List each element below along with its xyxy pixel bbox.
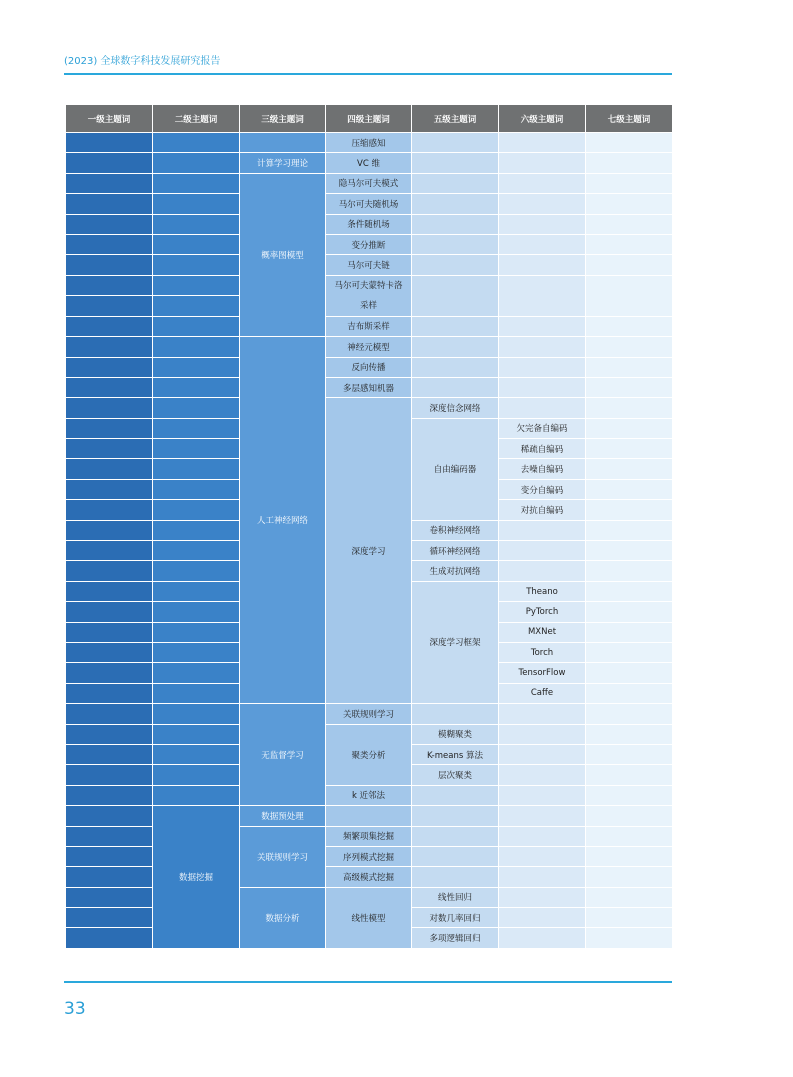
level2-cell	[153, 744, 240, 764]
level5-cell	[412, 806, 499, 826]
level1-cell	[66, 704, 153, 724]
table-row	[66, 153, 673, 173]
level3-cell: 关联规则学习	[240, 826, 326, 887]
level2-cell	[153, 133, 240, 153]
level1-cell	[66, 214, 153, 234]
level6-cell	[499, 153, 586, 173]
level4-cell: 变分推断	[326, 234, 412, 254]
level6-cell	[499, 275, 586, 316]
level2-cell	[153, 418, 240, 438]
level1-cell	[66, 622, 153, 642]
level5-cell: 生成对抗网络	[412, 561, 499, 581]
level7-cell	[586, 194, 673, 214]
level1-cell	[66, 255, 153, 275]
level3-cell: 数据分析	[240, 887, 326, 948]
level7-cell	[586, 928, 673, 948]
level5-cell: 层次聚类	[412, 765, 499, 785]
level1-cell	[66, 744, 153, 764]
level1-cell	[66, 133, 153, 153]
table-row	[66, 724, 673, 744]
level6-cell	[499, 541, 586, 561]
level5-cell: 深度学习框架	[412, 581, 499, 703]
level1-cell	[66, 418, 153, 438]
level1-cell	[66, 683, 153, 703]
level6-cell	[499, 561, 586, 581]
level7-cell	[586, 704, 673, 724]
level2-cell	[153, 234, 240, 254]
level4-cell	[326, 806, 412, 826]
level6-cell: 对抗自编码	[499, 500, 586, 520]
level2-cell	[153, 377, 240, 397]
level4-cell: 马尔可夫随机场	[326, 194, 412, 214]
level7-cell	[586, 867, 673, 887]
level3-cell: 计算学习理论	[240, 153, 326, 173]
level7-cell	[586, 744, 673, 764]
level5-cell: 线性回归	[412, 887, 499, 907]
level4-cell: k 近邻法	[326, 785, 412, 805]
table-row	[66, 377, 673, 397]
level7-cell	[586, 275, 673, 316]
table-row	[66, 133, 673, 153]
level2-cell	[153, 439, 240, 459]
level6-cell	[499, 908, 586, 928]
level2-cell	[153, 602, 240, 622]
level6-cell: 去噪自编码	[499, 459, 586, 479]
level2-cell	[153, 459, 240, 479]
level5-cell: 循环神经网络	[412, 541, 499, 561]
table-row	[66, 234, 673, 254]
level4-cell: 频繁项集挖掘	[326, 826, 412, 846]
level2-cell	[153, 561, 240, 581]
level2-cell	[153, 683, 240, 703]
level5-cell	[412, 846, 499, 866]
level7-cell	[586, 377, 673, 397]
level5-cell	[412, 194, 499, 214]
level7-cell	[586, 541, 673, 561]
level2-cell	[153, 398, 240, 418]
table-row	[66, 357, 673, 377]
level5-cell	[412, 234, 499, 254]
level6-cell: PyTorch	[499, 602, 586, 622]
level6-cell	[499, 234, 586, 254]
level6-cell: Torch	[499, 642, 586, 662]
level7-cell	[586, 214, 673, 234]
level6-cell	[499, 704, 586, 724]
level2-cell	[153, 642, 240, 662]
level1-cell	[66, 500, 153, 520]
level2-cell	[153, 541, 240, 561]
level5-cell	[412, 357, 499, 377]
header-level-4: 四级主题词	[326, 105, 412, 133]
level1-cell	[66, 663, 153, 683]
header-level-1: 一级主题词	[66, 105, 153, 133]
level6-cell	[499, 194, 586, 214]
level6-cell	[499, 826, 586, 846]
level7-cell	[586, 724, 673, 744]
level5-cell	[412, 704, 499, 724]
level6-cell: 稀疏自编码	[499, 439, 586, 459]
header-level-2: 二级主题词	[153, 105, 240, 133]
level6-cell	[499, 724, 586, 744]
level5-cell	[412, 275, 499, 316]
level2-cell	[153, 704, 240, 724]
level1-cell	[66, 765, 153, 785]
level6-cell	[499, 520, 586, 540]
level1-cell	[66, 561, 153, 581]
page-number: 33	[64, 999, 86, 1019]
level7-cell	[586, 826, 673, 846]
level2-cell	[153, 663, 240, 683]
level3-cell: 人工神经网络	[240, 337, 326, 704]
level1-cell	[66, 316, 153, 336]
level1-cell	[66, 887, 153, 907]
level6-cell	[499, 377, 586, 397]
level4-cell: 马尔可夫链	[326, 255, 412, 275]
level1-cell	[66, 398, 153, 418]
level1-cell	[66, 357, 153, 377]
level5-cell	[412, 337, 499, 357]
level1-cell	[66, 479, 153, 499]
level2-cell	[153, 785, 240, 805]
level7-cell	[586, 785, 673, 805]
level7-cell	[586, 398, 673, 418]
level7-cell	[586, 173, 673, 193]
level2-cell	[153, 337, 240, 357]
level6-cell: MXNet	[499, 622, 586, 642]
level5-cell	[412, 377, 499, 397]
level1-cell	[66, 459, 153, 479]
level7-cell	[586, 255, 673, 275]
level7-cell	[586, 316, 673, 336]
level4-cell: 聚类分析	[326, 724, 412, 785]
level1-cell	[66, 602, 153, 622]
level7-cell	[586, 479, 673, 499]
level6-cell	[499, 744, 586, 764]
level6-cell	[499, 806, 586, 826]
level1-cell	[66, 337, 153, 357]
level7-cell	[586, 622, 673, 642]
footer-divider	[64, 981, 672, 983]
level2-cell	[153, 296, 240, 317]
level1-cell	[66, 724, 153, 744]
level7-cell	[586, 887, 673, 907]
level2-cell	[153, 275, 240, 296]
level7-cell	[586, 908, 673, 928]
level6-cell	[499, 255, 586, 275]
level6-cell	[499, 867, 586, 887]
header-level-6: 六级主题词	[499, 105, 586, 133]
table-header-row	[66, 105, 673, 133]
level1-cell	[66, 234, 153, 254]
header-level-7: 七级主题词	[586, 105, 673, 133]
table-row	[66, 704, 673, 724]
level5-cell: 多项逻辑回归	[412, 928, 499, 948]
level1-cell	[66, 867, 153, 887]
level4-cell: 吉布斯采样	[326, 316, 412, 336]
level5-cell: 卷积神经网络	[412, 520, 499, 540]
level6-cell	[499, 887, 586, 907]
level6-cell	[499, 785, 586, 805]
level1-cell	[66, 153, 153, 173]
level7-cell	[586, 459, 673, 479]
level2-cell	[153, 357, 240, 377]
level2-cell	[153, 500, 240, 520]
level6-cell	[499, 214, 586, 234]
level2-cell	[153, 316, 240, 336]
level1-cell	[66, 826, 153, 846]
level2-cell: 数据挖掘	[153, 806, 240, 949]
level6-cell	[499, 133, 586, 153]
level4-cell: 反向传播	[326, 357, 412, 377]
level7-cell	[586, 683, 673, 703]
level7-cell	[586, 663, 673, 683]
level7-cell	[586, 357, 673, 377]
level5-cell	[412, 316, 499, 336]
table-row	[66, 173, 673, 193]
level1-cell	[66, 275, 153, 296]
level1-cell	[66, 541, 153, 561]
level6-cell	[499, 337, 586, 357]
level7-cell	[586, 500, 673, 520]
level4-cell: 深度学习	[326, 398, 412, 704]
level2-cell	[153, 622, 240, 642]
level1-cell	[66, 520, 153, 540]
level7-cell	[586, 133, 673, 153]
table-row	[66, 316, 673, 336]
level1-cell	[66, 846, 153, 866]
header-divider	[64, 73, 672, 75]
level5-cell	[412, 173, 499, 193]
level2-cell	[153, 520, 240, 540]
table-row	[66, 398, 673, 418]
level7-cell	[586, 337, 673, 357]
level7-cell	[586, 418, 673, 438]
level2-cell	[153, 479, 240, 499]
level5-cell: K-means 算法	[412, 744, 499, 764]
level4-cell: VC 维	[326, 153, 412, 173]
level5-cell: 自由编码器	[412, 418, 499, 520]
level5-cell: 深度信念网络	[412, 398, 499, 418]
level6-cell	[499, 398, 586, 418]
level1-cell	[66, 642, 153, 662]
table-row	[66, 806, 673, 826]
level1-cell	[66, 806, 153, 826]
level3-cell	[240, 133, 326, 153]
level1-cell	[66, 194, 153, 214]
level6-cell	[499, 928, 586, 948]
level4-cell: 隐马尔可夫模式	[326, 173, 412, 193]
level7-cell	[586, 602, 673, 622]
level1-cell	[66, 296, 153, 317]
level5-cell	[412, 153, 499, 173]
level4-cell: 压缩感知	[326, 133, 412, 153]
level2-cell	[153, 153, 240, 173]
level7-cell	[586, 439, 673, 459]
table-row	[66, 275, 673, 296]
header-level-3: 三级主题词	[240, 105, 326, 133]
level5-cell	[412, 785, 499, 805]
level5-cell	[412, 826, 499, 846]
level5-cell: 对数几率回归	[412, 908, 499, 928]
level1-cell	[66, 928, 153, 948]
level3-cell: 无监督学习	[240, 704, 326, 806]
level1-cell	[66, 439, 153, 459]
level5-cell	[412, 867, 499, 887]
level1-cell	[66, 377, 153, 397]
level1-cell	[66, 173, 153, 193]
level2-cell	[153, 724, 240, 744]
level4-cell: 多层感知机器	[326, 377, 412, 397]
level7-cell	[586, 806, 673, 826]
level6-cell	[499, 173, 586, 193]
table-row	[66, 785, 673, 805]
level6-cell	[499, 357, 586, 377]
level7-cell	[586, 234, 673, 254]
level7-cell	[586, 520, 673, 540]
level6-cell	[499, 846, 586, 866]
level4-cell: 线性模型	[326, 887, 412, 948]
level7-cell	[586, 153, 673, 173]
level5-cell: 模糊聚类	[412, 724, 499, 744]
level6-cell: 变分自编码	[499, 479, 586, 499]
level6-cell	[499, 765, 586, 785]
level5-cell	[412, 214, 499, 234]
table-row	[66, 194, 673, 214]
table-row	[66, 337, 673, 357]
level4-cell: 条件随机场	[326, 214, 412, 234]
level1-cell	[66, 581, 153, 601]
level2-cell	[153, 173, 240, 193]
level2-cell	[153, 255, 240, 275]
keyword-hierarchy-table	[65, 104, 673, 949]
level5-cell	[412, 255, 499, 275]
level7-cell	[586, 765, 673, 785]
table-row	[66, 255, 673, 275]
level6-cell	[499, 316, 586, 336]
level2-cell	[153, 194, 240, 214]
level4-cell: 马尔可夫蒙特卡洛采样	[326, 275, 412, 316]
level5-cell	[412, 133, 499, 153]
table-row	[66, 214, 673, 234]
level6-cell: TensorFlow	[499, 663, 586, 683]
level2-cell	[153, 581, 240, 601]
level4-cell: 高级模式挖掘	[326, 867, 412, 887]
level1-cell	[66, 908, 153, 928]
level7-cell	[586, 581, 673, 601]
level6-cell: Caffe	[499, 683, 586, 703]
level3-cell: 概率图模型	[240, 173, 326, 336]
level6-cell: Theano	[499, 581, 586, 601]
level3-cell: 数据预处理	[240, 806, 326, 826]
level4-cell: 神经元模型	[326, 337, 412, 357]
level7-cell	[586, 642, 673, 662]
level2-cell	[153, 765, 240, 785]
level7-cell	[586, 561, 673, 581]
level2-cell	[153, 214, 240, 234]
level1-cell	[66, 785, 153, 805]
header-level-5: 五级主题词	[412, 105, 499, 133]
level4-cell: 序列模式挖掘	[326, 846, 412, 866]
level4-cell: 关联规则学习	[326, 704, 412, 724]
level6-cell: 欠完备自编码	[499, 418, 586, 438]
level7-cell	[586, 846, 673, 866]
report-title: (2023) 全球数字科技发展研究报告	[64, 56, 221, 67]
